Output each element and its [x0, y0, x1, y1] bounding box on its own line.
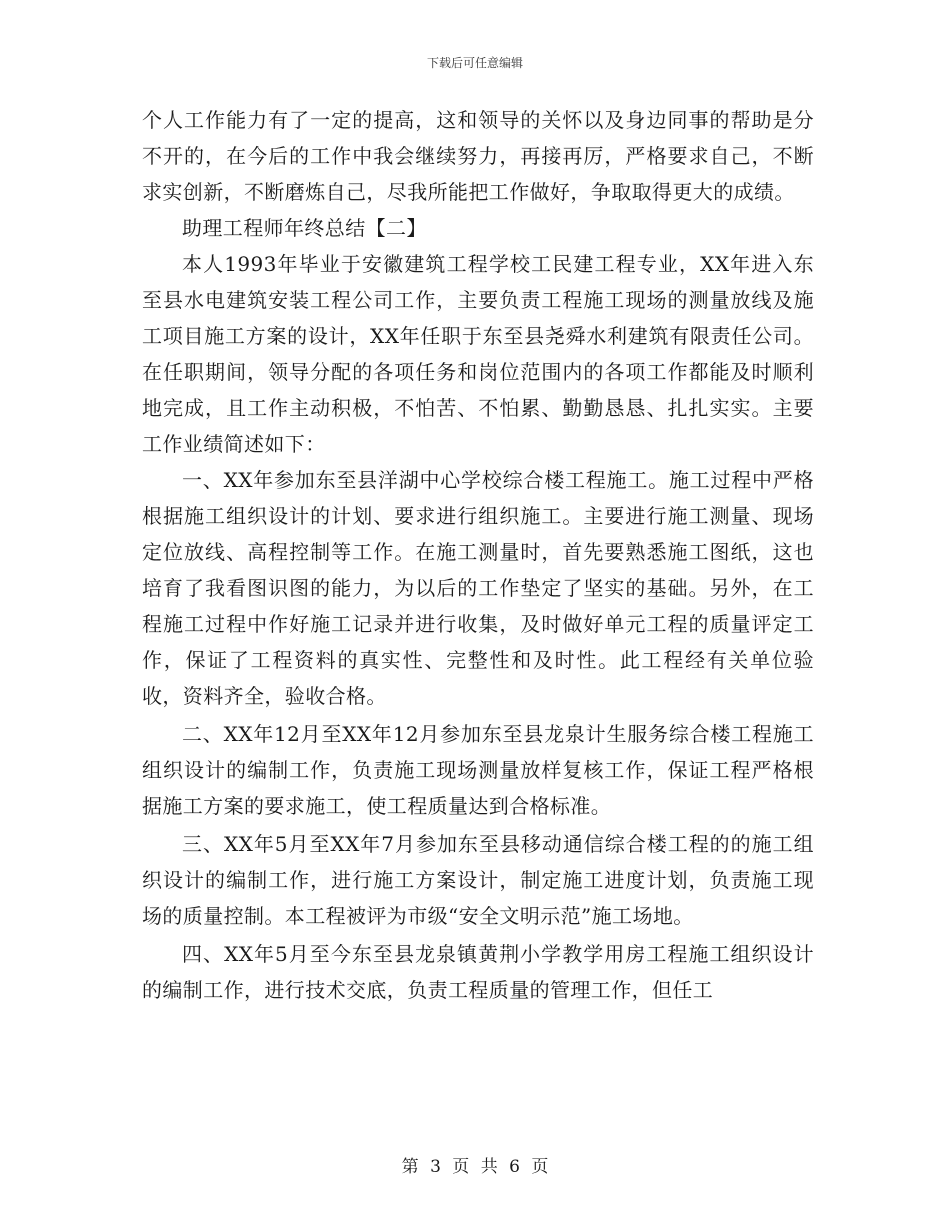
paragraph-item-1: 一、XX年参加东至县洋湖中心学校综合楼工程施工。施工过程中严格根据施工组织设计的计划、要求进行组织施工。主要进行施工测量、现场定位放线、高程控制等工作。在施工测量时，首先要熟悉施工图纸，这也培育了我看图识图的能力，为以后的工作垫定了坚实的基础。另外，在工程施工过程中作好施工记录并进行收集，及时做好单元工程的质量评定工作，保证了工程资料的真实性、完整性和及时性。此工程经有关单位验收，资料齐全，验收合格。 — [142, 468, 814, 708]
paragraph-item-4: 四、XX年5月至今东至县龙泉镇黄荆小学教学用房工程施工组织设计的编制工作，进行技术交底，负责工程质量的管理工作，但任工 — [142, 942, 814, 1002]
paragraph-intro: 本人1993年毕业于安徽建筑工程学校工民建工程专业，XX年进入东至县水电建筑安装工程公司工作，主要负责工程施工现场的测量放线及施工项目施工方案的设计，XX年任职于东至县尧舜水利建筑有限责任公司。在任职期间，领导分配的各项任务和岗位范围内的各项工作都能及时顺利地完成，且工作主动积极，不怕苦、不怕累、勤勤恳恳、扎扎实实。主要工作业绩简述如下： — [142, 252, 814, 456]
document-body — [142, 102, 814, 1008]
paragraph-item-2: 二、XX年12月至XX年12月参加东至县龙泉计生服务综合楼工程施工组织设计的编制工作，负责施工现场测量放样复核工作，保证工程严格根据施工方案的要求施工，使工程质量达到合格标准。 — [142, 722, 814, 818]
page-footer: 第 3 页 共 6 页 — [401, 1157, 549, 1177]
section-heading: 助理工程师年终总结【二】 — [182, 216, 427, 240]
paragraph-continuation: 个人工作能力有了一定的提高，这和领导的关怀以及身边同事的帮助是分不开的，在今后的工作中我会继续努力，再接再厉，严格要求自己，不断求实创新，不断磨炼自己，尽我所能把工作做好，争取取得更大的成绩。 — [142, 108, 814, 204]
page-header: 下载后可任意编辑 — [426, 56, 523, 70]
paragraph-item-3: 三、XX年5月至XX年7月参加东至县移动通信综合楼工程的的施工组织设计的编制工作，进行施工方案设计，制定施工进度计划，负责施工现场的质量控制。本工程被评为市级“安全文明示范”施工场地。 — [142, 832, 814, 928]
